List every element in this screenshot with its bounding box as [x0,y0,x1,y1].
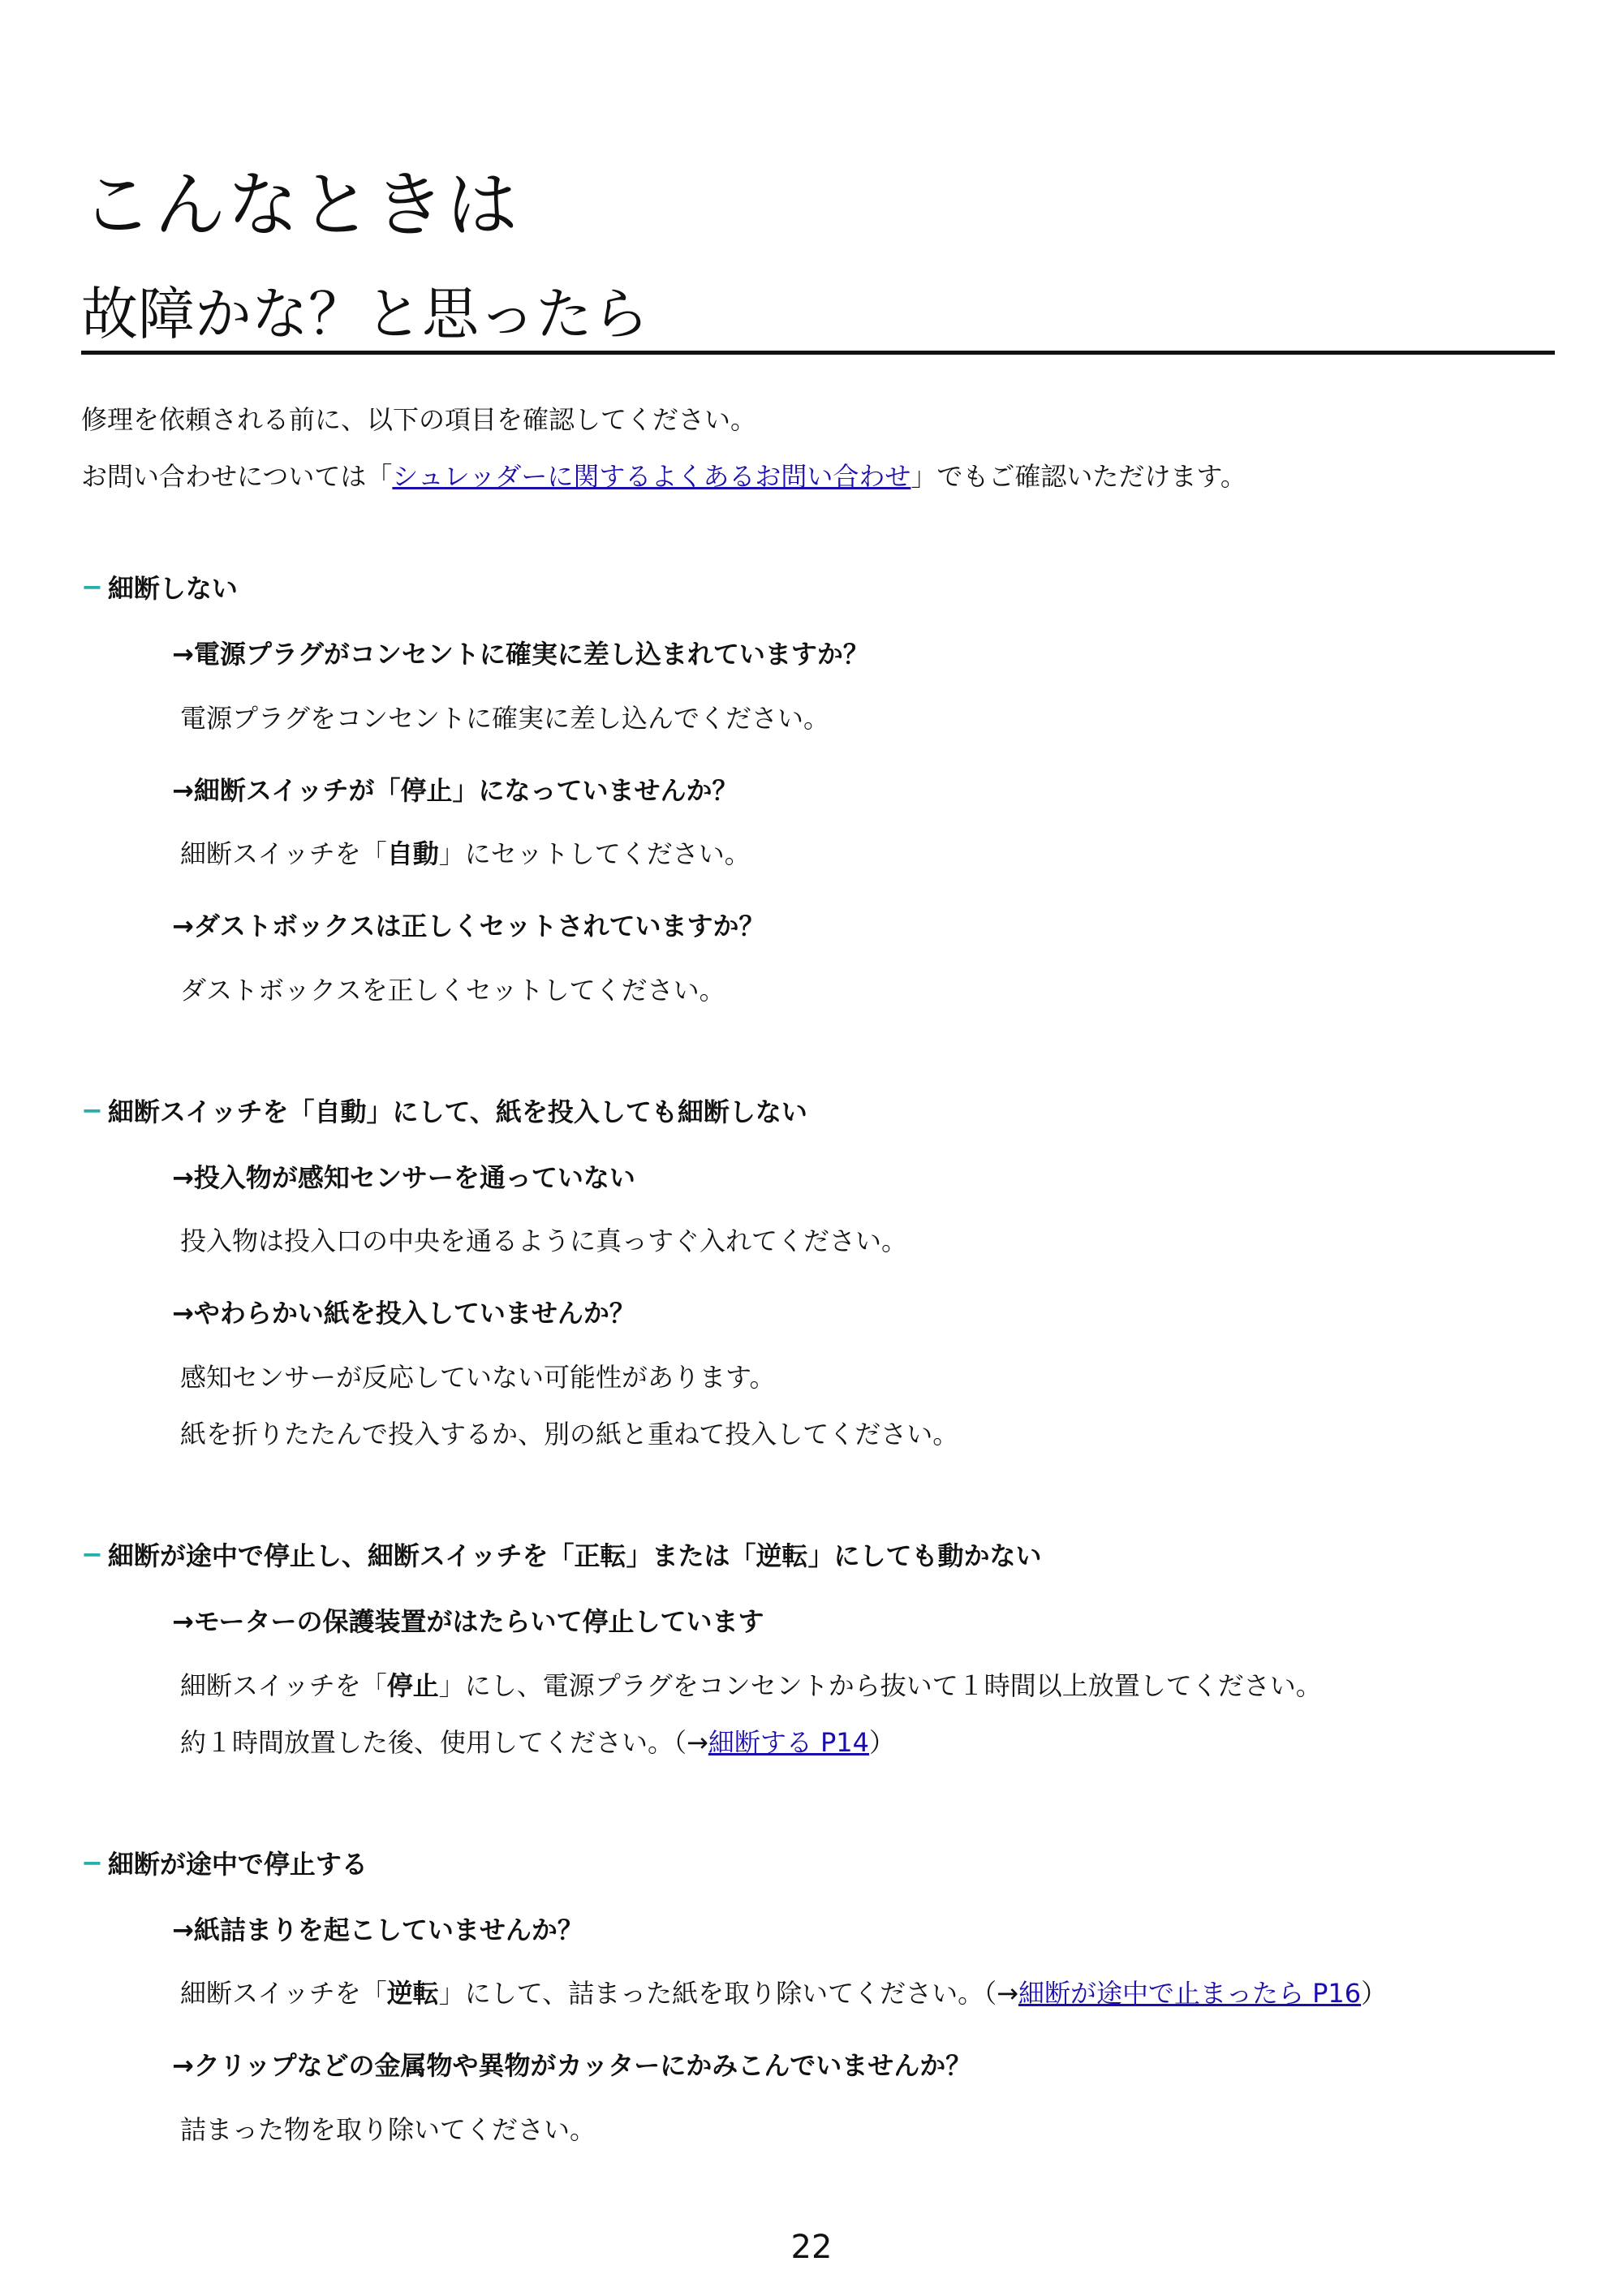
answer-line: 投入物は投入口の中央を通るように真っすぐ入れてください。 [180,1226,908,1257]
topic-heading-text: 細断が途中で停止する [107,1848,368,1880]
check-question: →ダストボックスは正しくセットされていますか？ [172,911,765,942]
answer-emphasis: 逆転 [386,1978,439,2010]
answer-line [180,1657,1558,1714]
answer-line: 電源プラグをコンセントに確実に差し込んでください。 [180,702,830,734]
check-answer [180,690,1558,747]
check-item [172,638,1558,747]
dash-marker: − [81,1538,103,1570]
check-answer [180,962,1558,1019]
check-answer [180,825,1558,882]
intro-line-1: 修理を依頼される前に、以下の項目を確認してください。 [81,404,757,435]
shred-page-link[interactable]: 細断する P14 [708,1726,870,1758]
check-item [172,774,1558,883]
topic [81,1844,1558,2158]
check-question: →クリップなどの金属物や異物がカッターにかみこんでいませんか？ [172,2050,972,2082]
check-question: →紙詰まりを起こしていませんか？ [172,1914,583,1945]
answer-text: 細断スイッチを「 [180,1978,387,2010]
check-item [172,1161,1558,1270]
check-answer [180,1965,1558,2022]
answer-text: 」にセットしてください。 [438,838,751,870]
topic-heading [81,568,1558,605]
topic [81,1536,1558,1771]
topic [81,1092,1558,1462]
answer-line: 詰まった物を取り除いてください。 [180,2113,596,2145]
dash-marker: − [81,1846,103,1878]
check-item [172,2049,1558,2158]
check-question: →投入物が感知センサーを通っていない [172,1161,635,1193]
troubleshooting-list [81,568,1558,2231]
check-item [172,910,1558,1019]
check-question: →やわらかい紙を投入していませんか？ [172,1298,635,1329]
topic-heading [81,1844,1558,1881]
dash-marker: − [81,571,103,602]
answer-line: 感知センサーが反応していない可能性があります。 [180,1361,776,1393]
answer-text: 細断スイッチを「 [180,838,387,870]
answer-line [180,825,1558,882]
topic-heading [81,1092,1558,1129]
check-question: →モーターの保護装置がはたらいて停止しています [172,1605,764,1637]
answer-text: ） [1361,1978,1388,2010]
answer-text: 」にして、詰まった紙を取り除いてください。（→ [438,1978,1018,2010]
intro-line-2 [81,448,1246,505]
check-item [172,1605,1558,1771]
title-underline [81,351,1555,355]
topic-heading [81,1536,1558,1573]
check-answer [180,2101,1558,2158]
answer-emphasis: 自動 [386,838,439,870]
topic [81,568,1558,1019]
answer-line: 紙を折りたたんで投入するか、別の紙と重ねて投入してください。 [180,1418,959,1450]
answer-line [180,1965,1558,2022]
check-question: →細断スイッチが「停止」になっていませんか？ [172,774,738,806]
answer-text: 約１時間放置した後、使用してください。（→ [180,1726,708,1758]
check-item [172,1914,1558,2022]
page-number: 22 [790,2229,833,2266]
check-answer [180,1213,1558,1269]
topic-heading-text: 細断が途中で停止し、細断スイッチを「正転」または「逆転」にしても動かない [107,1540,1042,1571]
answer-line [180,1714,1558,1771]
jam-page-link[interactable]: 細断が途中で止まったら P16 [1018,1978,1362,2010]
answer-text: 」にし、電源プラグをコンセントから抜いて１時間以上放置してください。 [438,1669,1322,1701]
check-answer [180,1349,1558,1462]
check-question: →電源プラグがコンセントに確実に差し込まれていますか？ [172,639,869,670]
page-title: こんなときは [81,163,520,247]
answer-text: ） [869,1726,896,1758]
intro-line-2-prefix: お問い合わせについては「 [81,461,393,492]
topic-heading-text: 細断しない [107,573,238,604]
intro [81,391,1246,505]
answer-text: 細断スイッチを「 [180,1669,387,1701]
check-item [172,1297,1558,1462]
dash-marker: − [81,1094,103,1126]
section-title: 故障かな？と思ったら [81,281,649,347]
intro-line-2-suffix: 」でもご確認いただけます。 [911,461,1246,492]
faq-link[interactable]: シュレッダーに関するよくあるお問い合わせ [392,461,911,492]
answer-emphasis: 停止 [386,1669,439,1701]
answer-line: ダストボックスを正しくセットしてください。 [180,974,725,1006]
check-answer [180,1657,1558,1771]
topic-heading-text: 細断スイッチを「自動」にして、紙を投入しても細断しない [107,1096,807,1127]
